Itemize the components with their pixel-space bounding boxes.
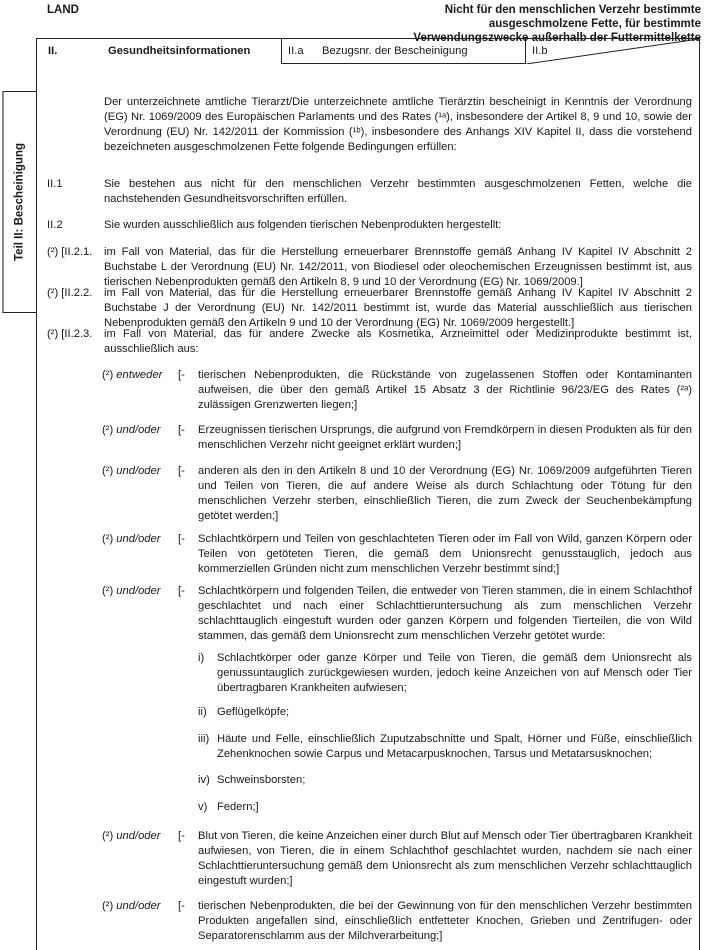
option-label: (²) und/oder bbox=[102, 424, 161, 436]
frame-left-border bbox=[36, 63, 37, 950]
side-part-label: Teil II: Bescheinigung bbox=[13, 143, 26, 261]
reference-number-cell[interactable] bbox=[281, 39, 525, 64]
intro-paragraph: Der unterzeichnete amtliche Tierarzt/Die unterzeichnete amtliche Tierärztin bescheinigt in Kenntnis der Verordnung (EG) Nr. 1069/2009 des Europäischen Parlaments und des Rates (¹ᵃ), insbesondere der Artikel 8, 9 und 10, sowie der Verordnung (EU) Nr. 142/2011 der Kommission (¹ᵇ), insbesondere des Anhangs XIV Kapitel II, dass die vorstehend bezeichneten ausgeschmolzenen Fette folgende Bedingungen erfüllen: bbox=[104, 96, 692, 153]
item-text: im Fall von Material, das für die Herstellung erneuerbarer Brennstoffe gemäß Anhang IV Kapitel IV Abschnitt 2 Buchstabe J der Verordnung (EU) Nr. 142/2011 bestimmt ist, wurde das Material ausschließlich aus tierischen Nebenprodukten gemäß den Artikeln 9 und 10 der Verordnung (EG) Nr. 1069/2009 hergestellt.] bbox=[104, 287, 692, 329]
option-text: Blut von Tieren, die keine Anzeichen einer durch Blut auf Mensch oder Tier übertragbaren Krankheit aufwiesen, von Tieren, die in einem Schlachthof geschlachtet wurden, nachdem sie nach einer Schlachttieruntersuchung gemäß dem Unionsrecht als zum menschlichen Verzehr schlachttauglich eingestuft wurden;] bbox=[198, 830, 692, 887]
roman-label: ii) bbox=[198, 706, 207, 718]
roman-label: iii) bbox=[198, 733, 210, 745]
country-label: LAND bbox=[47, 4, 79, 16]
option-text: anderen als den in den Artikeln 8 und 10 der Verordnung (EG) Nr. 1069/2009 aufgeführten Tieren und Teilen von Tieren, die auf andere Weise als durch Schlachtung oder Tötung für den menschlichen Verzehr sterben, einschließlich Tieren, die zum Zweck der Seuchenbekämpfung getötet werden;] bbox=[198, 465, 692, 522]
roman-label: i) bbox=[198, 652, 205, 664]
item-label: II.1 bbox=[47, 178, 63, 190]
option-bracket: [- bbox=[178, 585, 185, 597]
section-title: Gesundheitsinformationen bbox=[108, 45, 251, 57]
side-part-label-box bbox=[2, 91, 36, 313]
roman-label: iv) bbox=[198, 774, 210, 786]
option-label: (²) und/oder bbox=[102, 585, 161, 597]
roman-text: Häute und Felle, einschließlich Zuputzabschnitte und Spalt, Hörner und Füße, einschließlich Zehenknochen sowie Carpus und Metacarpusknochen, Tarsus und Metatarsusknochen; bbox=[217, 733, 692, 760]
item-text: Sie wurden ausschließlich aus folgenden tierischen Nebenprodukten hergestellt: bbox=[104, 219, 502, 231]
item-label: (²) [II.2.2. bbox=[47, 287, 93, 299]
option-bracket: [- bbox=[178, 424, 185, 436]
item-text: im Fall von Material, das für die Herstellung erneuerbarer Brennstoffe gemäß Anhang IV Kapitel IV Abschnitt 2 Buchstabe L der Verordnung (EU) Nr. 142/2011, von Biodiesel oder oleochemischen Erzeugnissen bestimmt ist, aus tierischen Nebenprodukten gemäß den Artikeln 8, 9 und 10 der Verordnung (EG) Nr. 1069/2009.] bbox=[104, 246, 692, 288]
option-text: Schlachtkörpern und folgenden Teilen, die entweder von Tieren stammen, die in einem Schlachthof geschlachtet und nach einer Schlachttieruntersuchung als zum menschlichen Verzehr schlachttauglich eingestuft wurden oder ganzen Körpern und folgenden Tierteilen, die von Wild stammen, das gemäß dem Unionsrecht zum menschlichen Verzehr getötet wurde: bbox=[198, 585, 692, 642]
option-label: (²) entweder bbox=[102, 369, 163, 381]
frame-right-border bbox=[699, 63, 700, 950]
reference-field-number: II.a bbox=[288, 44, 304, 57]
roman-text: Schlachtkörper oder ganze Körper und Teile von Tieren, die gemäß dem Unionsrecht als genussuntauglich zurückgewiesen wurden, jedoch keine Anzeichen von auf Mensch oder Tier übertragbaren Krankheiten aufwiesen; bbox=[217, 652, 692, 694]
option-bracket: [- bbox=[178, 465, 185, 477]
option-bracket: [- bbox=[178, 533, 185, 545]
field-b-number: II.b bbox=[532, 45, 548, 57]
roman-text: Schweinsborsten; bbox=[217, 774, 306, 786]
roman-text: Geflügelköpfe; bbox=[217, 706, 290, 718]
item-label: (²) [II.2.1. bbox=[47, 246, 93, 258]
title-line-2: ausgeschmolzene Fette, für bestimmte bbox=[488, 18, 701, 30]
roman-label: v) bbox=[198, 801, 208, 813]
option-label: (²) und/oder bbox=[102, 465, 161, 477]
section-title-cell bbox=[37, 39, 281, 64]
option-text: tierischen Nebenprodukten, die bei der Gewinnung von für den menschlichen Verzehr bestimmten Produkten angefallen sind, einschließlich entfetteter Knochen, Grieben und Zentrifugen- oder Separatorenschlamm aus der Milchverarbeitung;] bbox=[198, 900, 692, 942]
option-text: Erzeugnissen tierischen Ursprungs, die aufgrund von Fremdkörpern in diesen Produkten als für den menschlichen Verzehr nicht geeignet erklärt wurden;] bbox=[198, 424, 692, 451]
option-text: Schlachtkörpern und Teilen von geschlachteten Tieren oder im Fall von Wild, ganzen Körpern oder Teilen von getöteten Tieren, die gemäß dem Unionsrecht genusstauglich, jedoch aus kommerziellen Gründen nicht zum menschlichen Verzehr bestimmt sind;] bbox=[198, 533, 692, 575]
option-bracket: [- bbox=[178, 369, 185, 381]
section-header-table bbox=[36, 38, 700, 64]
roman-text: Federn;] bbox=[217, 801, 259, 813]
option-bracket: [- bbox=[178, 830, 185, 842]
option-label: (²) und/oder bbox=[102, 533, 161, 545]
option-label: (²) und/oder bbox=[102, 900, 161, 912]
reference-field-label: Bezugsnr. der Bescheinigung bbox=[322, 44, 468, 57]
section-number: II. bbox=[48, 45, 58, 57]
title-line-3: Verwendungszwecke außerhalb der Futtermittelkette bbox=[413, 32, 701, 44]
item-label: (²) [II.2.3. bbox=[47, 328, 93, 340]
title-line-1: Nicht für den menschlichen Verzehr bestimmte bbox=[444, 4, 701, 16]
item-text: im Fall von Material, das für andere Zwecke als Kosmetika, Arzneimittel oder Medizinprodukte bestimmt ist, ausschließlich aus: bbox=[104, 328, 692, 355]
field-b-cell bbox=[525, 39, 699, 64]
option-bracket: [- bbox=[178, 900, 185, 912]
item-text: Sie bestehen aus nicht für den menschlichen Verzehr bestimmten ausgeschmolzenen Fetten, welche die nachstehenden Gesundheitsvorschriften erfüllen. bbox=[104, 178, 692, 205]
diagonal-strike-icon bbox=[526, 39, 699, 64]
option-text: tierischen Nebenprodukten, die Rückstände von zugelassenen Stoffen oder Kontaminanten aufweisen, die über den gemäß Artikel 15 Absatz 3 der Richtlinie 96/23/EG des Rates (²ᵃ) zulässigen Grenzwerten liegen;] bbox=[198, 369, 692, 411]
item-label: II.2 bbox=[47, 219, 63, 231]
option-label: (²) und/oder bbox=[102, 830, 161, 842]
